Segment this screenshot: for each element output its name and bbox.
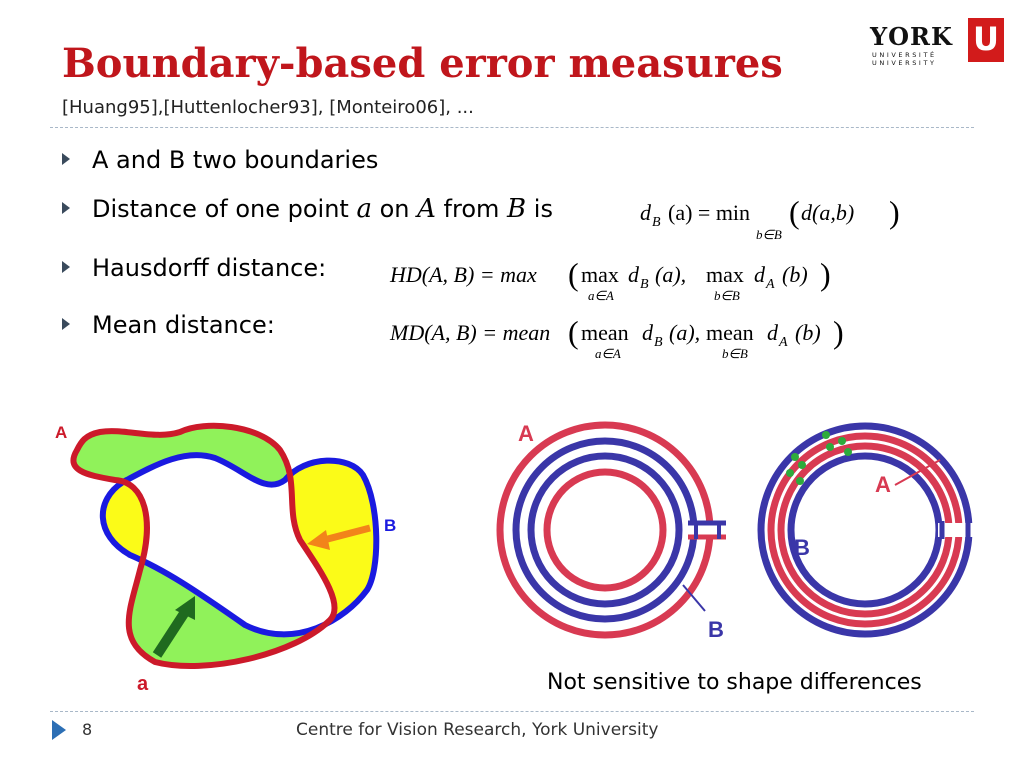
top-divider [50,127,974,128]
green-dot [798,461,806,469]
ring-pair-1 [500,425,728,635]
green-dot [786,469,794,477]
formula-hausdorff [390,254,850,312]
triangle-right-icon [62,318,70,330]
green-dot [826,443,834,451]
bullet-text: A and B two boundaries [92,146,379,174]
green-dot [791,453,799,461]
md-term2-sub: A [779,335,788,350]
md-close-paren: ) [833,314,844,350]
figure-caption: Not sensitive to shape differences [547,670,922,695]
ring-label-B1: B [708,617,724,642]
ring-label-A1: A [518,421,534,446]
hd-close-paren: ) [820,256,831,292]
formula-point-distance-svg [640,192,910,244]
logo-line-1: UNIVERSITÉ [872,51,937,59]
md-term1-sub: B [654,335,663,350]
green-dot [838,437,846,445]
ring-label-B2: B [794,535,810,560]
ring-figures [490,405,990,655]
formula-mean [390,312,860,370]
bullet-item-boundaries [62,146,378,174]
formula-dab: d(a,b) [801,200,855,225]
label-a: a [137,673,149,695]
logo-u-letter: U [973,20,999,58]
bullet-item-mean [62,311,275,339]
logo-u-block [968,18,1004,62]
bullet-text-on: on [371,195,418,223]
hd-term1: d [628,262,639,287]
formula-point-distance [640,192,910,250]
md-term1-arg: (a), [669,320,701,345]
bottom-divider [50,711,974,712]
formula-close-paren: ) [889,194,900,230]
logo-line-2: UNIVERSITY [872,59,937,67]
md-mean2: mean [706,320,754,345]
logo-york-text: YORK [870,22,953,51]
md-open-paren: ( [568,314,579,350]
triangle-right-icon [62,261,70,273]
md-lhs: MD(A, B) = mean [390,320,551,345]
bullet-item-hausdorff [62,254,326,282]
green-dot [822,431,830,439]
md-mean1: mean [581,320,629,345]
md-term2-arg: (b) [795,320,821,345]
formula-under-bB: b∈B [756,227,782,242]
md-under2: b∈B [722,346,748,361]
page-number: 8 [82,720,93,739]
slide-title: Boundary-based error measures [62,40,783,87]
hd-term2: d [754,262,765,287]
hd-max2: max [706,262,744,287]
md-term1: d [642,320,653,345]
hd-open-paren: ( [568,256,579,292]
formula-arg-min: (a) = min [668,200,751,225]
hd-term1-sub: B [640,277,649,292]
math-var-a: a [356,194,372,224]
footer-text: Centre for Vision Research, York University [296,720,659,740]
york-university-logo [870,18,1000,66]
hd-term2-sub: A [766,277,775,292]
bullet-text-pre: Distance of one point [92,195,357,223]
green-dot [796,477,804,485]
bullet-item-point-distance [62,194,553,224]
bullet-text-is: is [526,195,553,223]
label-B: B [384,516,397,535]
bullet-text-from: from [435,195,508,223]
triangle-right-icon [62,153,70,165]
hd-under1: a∈A [588,288,614,303]
bullet-text: Hausdorff distance: [92,254,327,282]
md-under1: a∈A [595,346,621,361]
math-var-A: A [417,194,436,224]
formula-d-sub: B [652,215,661,230]
bullet-text: Mean distance: [92,311,275,339]
math-var-B: B [507,194,527,224]
label-A: A [55,423,68,442]
ring-label-A2: A [875,472,891,497]
formula-d: d [640,200,651,225]
hd-max1: max [581,262,619,287]
hd-term1-arg: (a), [655,262,687,287]
md-term2: d [767,320,778,345]
formula-hausdorff-svg [390,254,850,306]
triangle-right-icon [62,202,70,214]
hd-under2: b∈B [714,288,740,303]
green-dot [844,448,852,456]
formula-open-paren: ( [789,194,800,230]
hd-lhs: HD(A, B) = max [390,262,537,287]
boundary-overlap-figure [45,410,415,700]
formula-mean-svg [390,312,860,364]
ring-pair-2 [761,426,974,634]
hd-term2-arg: (b) [782,262,808,287]
triangle-right-icon [52,720,66,740]
slide-subtitle: [Huang95],[Huttenlocher93], [Monteiro06], ... [62,97,474,118]
